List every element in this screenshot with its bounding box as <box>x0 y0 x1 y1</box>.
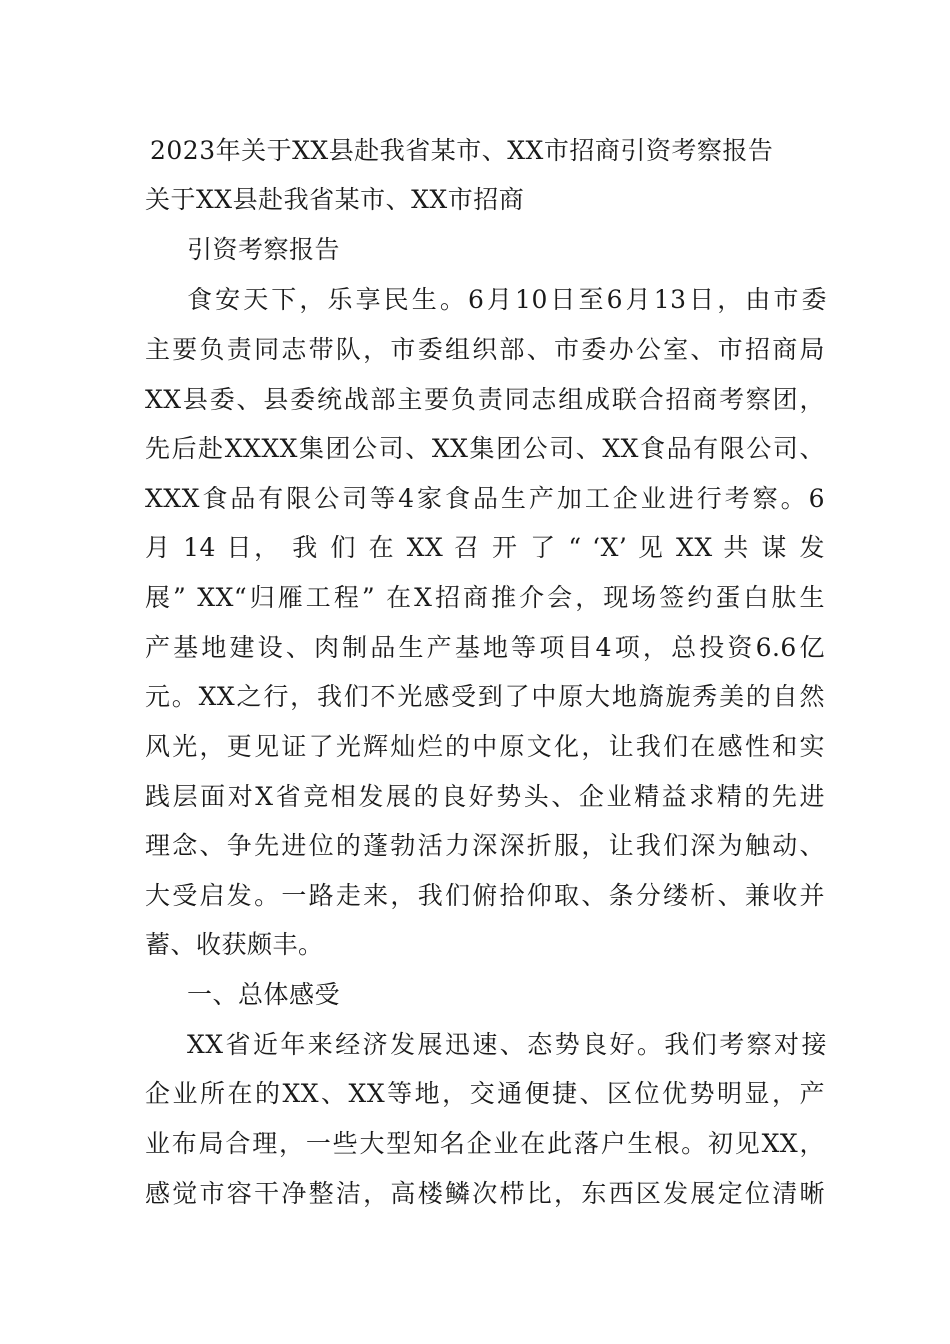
paragraph-line: 先后赴XXXX集团公司、XX集团公司、XX食品有限公司、 <box>145 434 825 463</box>
paragraph-line: 企业所在的XX、XX等地，交通便捷、区位优势明显，产 <box>145 1079 825 1108</box>
paragraph-line: 践层面对X省竞相发展的良好势头、企业精益求精的先进 <box>145 782 825 811</box>
paragraph-line: 产基地建设、肉制品生产基地等项目4项，总投资6.6亿 <box>145 633 825 662</box>
paragraph-line: XX省近年来经济发展迅速、态势良好。我们考察对接 <box>187 1030 827 1059</box>
document-title: 2023年关于XX县赴我省某市、XX市招商引资考察报告 <box>150 136 774 165</box>
paragraph-line: 元。XX之行，我们不光感受到了中原大地旖旎秀美的自然 <box>145 682 825 711</box>
paragraph-line: 月 14 日， 我 们 在 XX 召 开 了 “ ‘X’ 见 XX 共 谋 发 <box>145 533 825 562</box>
document-subtitle-line-2: 引资考察报告 <box>187 235 341 264</box>
paragraph-line: XXX食品有限公司等4家食品生产加工企业进行考察。6 <box>145 484 825 513</box>
paragraph-line: 风光，更见证了光辉灿烂的中原文化，让我们在感性和实 <box>145 732 825 761</box>
paragraph-line: 业布局合理，一些大型知名企业在此落户生根。初见XX， <box>145 1129 825 1158</box>
paragraph-line: XX县委、县委统战部主要负责同志组成联合招商考察团， <box>145 385 825 414</box>
paragraph-line: 理念、争先进位的蓬勃活力深深折服，让我们深为触动、 <box>145 831 825 860</box>
document-subtitle-line-1: 关于XX县赴我省某市、XX市招商 <box>145 185 525 214</box>
paragraph-line: 感觉市容干净整洁，高楼鳞次栉比，东西区发展定位清晰 <box>145 1179 825 1208</box>
paragraph-line: 蓄、收获颇丰。 <box>145 930 324 959</box>
paragraph-line: 大受启发。一路走来，我们俯拾仰取、条分缕析、兼收并 <box>145 881 825 910</box>
paragraph-line: 主要负责同志带队，市委组织部、市委办公室、市招商局 <box>145 335 825 364</box>
paragraph-line: 食安天下，乐享民生。6月10日至6月13日，由市委 <box>187 285 827 314</box>
paragraph-line: 展” XX“归雁工程” 在X招商推介会，现场签约蛋白肽生 <box>145 583 825 612</box>
section-heading: 一、总体感受 <box>187 980 341 1009</box>
